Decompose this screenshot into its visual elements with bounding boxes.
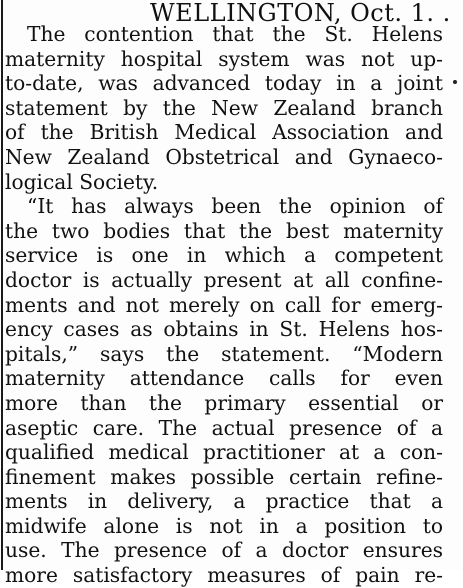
article-line: aseptic care. The actual presence of a xyxy=(5,415,443,440)
article-line: to-date, was advanced today in a joint xyxy=(5,71,443,96)
article-line: doctor is actually present at all confine- xyxy=(5,267,443,292)
article-line: use. The presence of a doctor ensures xyxy=(5,538,443,563)
article-line: ments and not merely on call for emerg- xyxy=(5,292,443,317)
article-line: maternity attendance calls for even xyxy=(5,366,443,391)
article-line: statement by the New Zealand branch xyxy=(5,95,443,120)
article-body xyxy=(5,22,443,588)
article-line: logical Society. xyxy=(5,169,159,194)
article-line: finement makes possible certain refine- xyxy=(5,464,443,489)
article-line: more than the primary essential or xyxy=(5,390,443,415)
margin-mark xyxy=(453,80,457,84)
article-line: of the British Medical Association and xyxy=(5,120,443,145)
dateline: WELLINGTON, Oct. 1. . xyxy=(150,0,451,27)
article-line: “It has always been the opinion of xyxy=(27,194,443,219)
article-line: the two bodies that the best maternity xyxy=(5,218,443,243)
article-line: maternity hospital system was not up- xyxy=(5,46,443,71)
article-line: service is one in which a competent xyxy=(5,243,443,268)
article-line: midwife alone is not in a position to xyxy=(5,513,443,538)
article-line: New Zealand Obstetrical and Gynaeco- xyxy=(5,144,443,169)
article-line: qualified medical practitioner at a con- xyxy=(5,440,443,465)
column-rule xyxy=(1,0,3,570)
article-line: ments in delivery, a practice that a xyxy=(5,489,443,514)
article-line: more satisfactory measures of pain re- xyxy=(5,563,443,588)
article-line: ency cases as obtains in St. Helens hos- xyxy=(5,317,443,342)
article-line: pitals,” says the statement. “Modern xyxy=(5,341,443,366)
article-line: The contention that the St. Helens xyxy=(27,22,443,46)
